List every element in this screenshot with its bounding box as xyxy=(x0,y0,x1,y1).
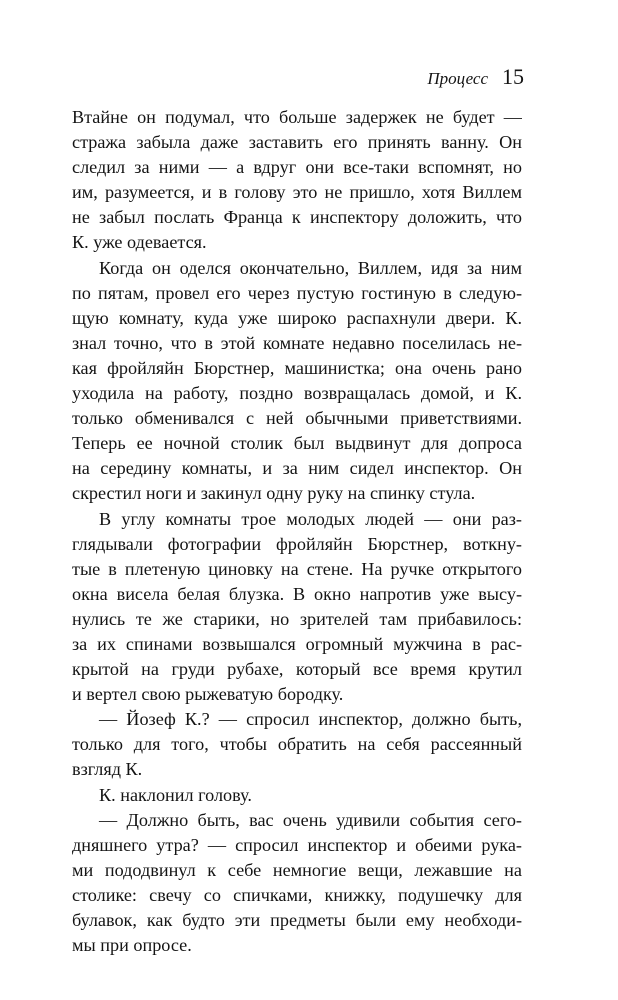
text-line: тые в плетеную циновку на стене. На ручке открытого xyxy=(72,558,522,579)
text-line: и вертел свою рыжеватую бородку. xyxy=(72,684,344,705)
running-title: Процесс xyxy=(427,69,488,88)
text-line: К. наклонил голову. xyxy=(99,784,252,805)
text-line: ми пододвинул к себе немногие вещи, лежавшие на xyxy=(72,859,522,880)
text-line: Теперь ее ночной столик был выдвинут для допроса xyxy=(72,433,522,454)
body-text xyxy=(72,105,522,958)
text-line: следил за ними — а вдруг они все-таки вспомнят, но xyxy=(72,157,522,178)
text-line: щую комнату, куда уже широко распахнули двери. К. xyxy=(72,307,522,328)
text-line: — Йозеф К.? — спросил инспектор, должно быть, xyxy=(99,709,522,730)
text-line: Втайне он подумал, что больше задержек не будет — xyxy=(72,107,522,127)
text-line: по пятам, провел его через пустую гостиную в следую- xyxy=(72,282,522,303)
text-line: им, разумеется, и в голову это не пришло, хотя Виллем xyxy=(72,182,522,203)
text-line: только для того, чтобы обратить на себя рассеянный xyxy=(72,734,522,755)
text-line: скрестил ноги и закинул одну руку на спинку стула. xyxy=(72,483,476,504)
text-line: нулись те же старики, но зрителей там прибавилось: xyxy=(72,608,522,629)
text-line: мы при опросе. xyxy=(72,935,192,956)
text-line: — Должно быть, вас очень удивили события сего- xyxy=(99,809,522,830)
text-line: окна висела белая блузка. В окно напротив уже высу- xyxy=(72,583,522,604)
text-line: не забыл послать Франца к инспектору доложить, что xyxy=(72,207,522,228)
text-line: знал точно, что в этой комнате недавно поселилась не- xyxy=(72,332,522,353)
text-line: за их спинами возвышался огромный мужчина в рас- xyxy=(72,633,522,654)
text-line: кая фройляйн Бюрстнер, машинистка; она очень рано xyxy=(72,357,522,378)
text-line: стража забыла даже заставить его принять ванну. Он xyxy=(72,132,522,153)
text-line: только обменивался с ней обычными приветствиями. xyxy=(72,408,522,429)
running-head xyxy=(427,64,524,98)
page-number: 15 xyxy=(502,64,524,89)
text-line: глядывали фотографии фройляйн Бюрстнер, воткну- xyxy=(72,533,522,554)
text-line: К. уже одевается. xyxy=(72,232,207,253)
text-line: на середину комнаты, и за ним сидел инспектор. Он xyxy=(72,458,522,479)
text-line: взгляд К. xyxy=(72,759,143,780)
text-line: дняшнего утра? — спросил инспектор и обеими рука- xyxy=(72,834,522,855)
text-line: Когда он оделся окончательно, Виллем, идя за ним xyxy=(99,257,522,278)
text-line: булавок, как будто эти предметы были ему необходи- xyxy=(72,910,522,930)
text-line: уходила на работу, поздно возвращалась домой, и К. xyxy=(72,383,522,404)
text-line: крытой на груди рубахе, который все время крутил xyxy=(72,659,522,680)
text-line: В углу комнаты трое молодых людей — они раз- xyxy=(99,508,522,529)
text-line: столике: свечу со спичками, книжку, подушечку для xyxy=(72,884,522,905)
